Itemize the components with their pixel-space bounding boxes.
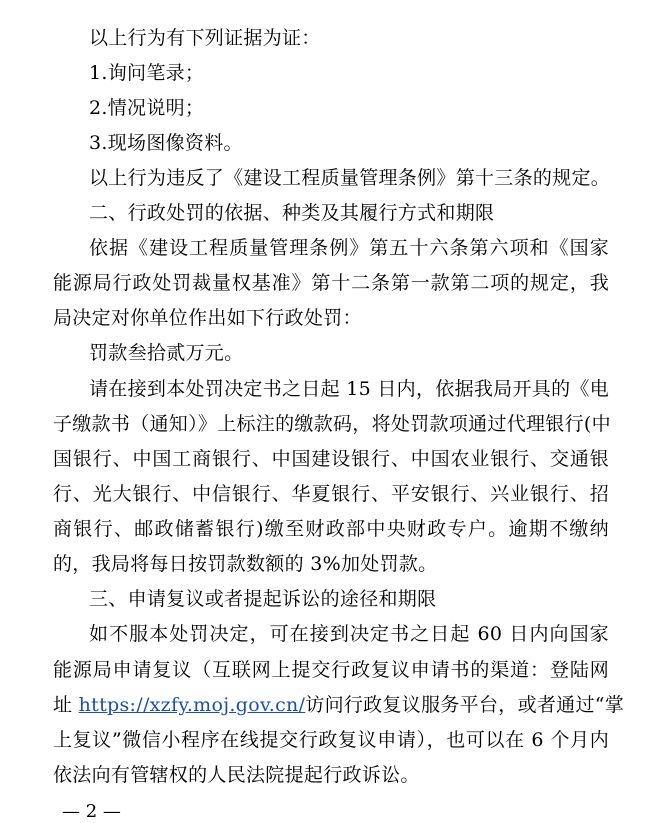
evidence-item-1: 1.询问笔录； [89,62,205,84]
payment-line-4: 行、光大银行、中信银行、华夏银行、平安银行、兴业银行、招 [53,483,609,505]
payment-line-6: 的，我局将每日按罚款数额的 3%加处罚款。 [53,553,438,575]
appeal-line-3-suffix: 访问行政复议服务平台，或者通过“掌 [305,694,625,716]
payment-line-3: 国银行、中国工商银行、中国建设银行、中国农业银行、交通银 [53,448,609,470]
penalty-amount: 罚款叁拾贰万元。 [89,342,244,364]
penalty-basis-line-1: 依据《建设工程质量管理条例》第五十六条第六项和《国家 [89,237,609,259]
penalty-basis-line-2: 能源局行政处罚裁量权基准》第十二条第一款第二项的规定，我 [53,272,609,294]
moj-review-platform-link[interactable]: https://xzfy.moj.gov.cn/ [78,694,306,716]
page-number: — 2 — [62,801,121,822]
section-heading-penalty-basis: 二、行政处罚的依据、种类及其履行方式和期限 [89,202,495,224]
appeal-line-5: 依法向有管辖权的人民法院提起行政诉讼。 [53,764,420,786]
appeal-line-3-prefix: 址 [53,694,79,716]
evidence-intro: 以上行为有下列证据为证： [89,27,321,49]
section-heading-appeal: 三、申请复议或者提起诉讼的途径和期限 [89,588,437,610]
appeal-line-1: 如不服本处罚决定，可在接到决定书之日起 60 日内向国家 [89,623,609,645]
appeal-line-4: 上复议”微信小程序在线提交行政复议申请），也可以在 6 个月内 [53,729,609,751]
payment-line-2: 子缴款书（通知）》上标注的缴款码，将处罚款项通过代理银行(中 [53,413,611,435]
evidence-item-3: 3.现场图像资料。 [89,132,243,154]
evidence-item-2: 2.情况说明； [89,97,205,119]
penalty-basis-line-3: 局决定对你单位作出如下行政处罚： [53,307,362,329]
appeal-line-3 [53,692,624,718]
appeal-line-2: 能源局申请复议（互联网上提交行政复议申请书的渠道：登陆网 [53,659,609,681]
payment-line-1: 请在接到本处罚决定书之日起 15 日内，依据我局开具的《电 [89,378,609,400]
violation-statement: 以上行为违反了《建设工程质量管理条例》第十三条的规定。 [89,167,611,189]
payment-line-5: 商银行、邮政储蓄银行)缴至财政部中央财政专户。逾期不缴纳 [53,518,609,540]
